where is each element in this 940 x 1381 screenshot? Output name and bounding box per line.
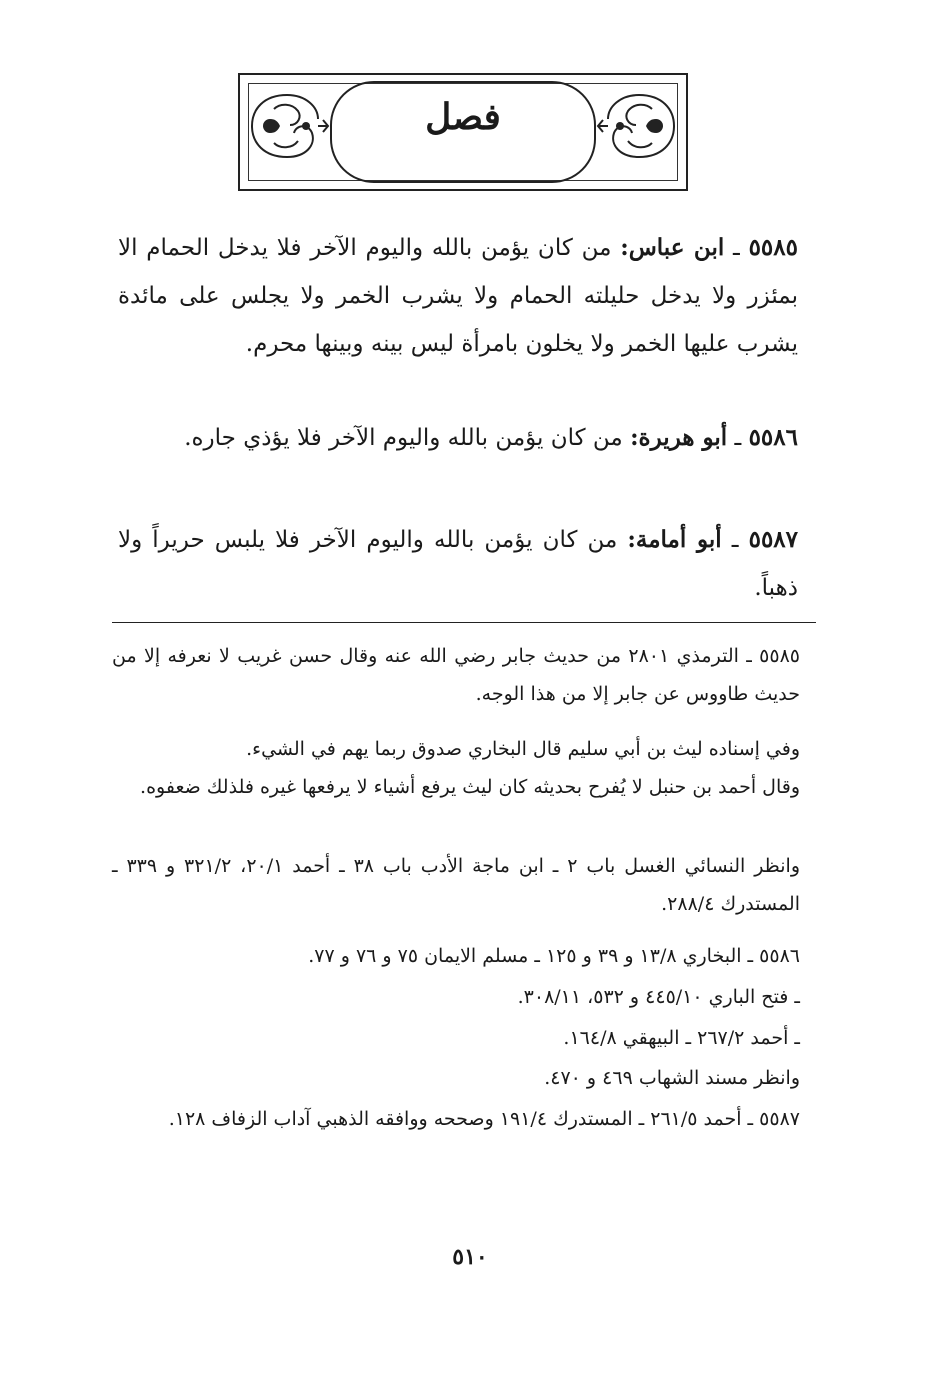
hadith-entry (118, 224, 798, 368)
chapter-title: فصل (425, 96, 501, 138)
hadith-narrator: أبو هريرة: (630, 424, 728, 451)
footnote-separator (112, 622, 816, 623)
footnote: ـ فتح الباري ٤٤٥/١٠ و ٥٣٢، ٣٠٨/١١. (517, 986, 800, 1008)
footnote: ٥٥٨٧ ـ أحمد ٢٦١/٥ ـ المستدرك ١٩١/٤ وصححه ووافقه الذهبي آداب الزفاف ١٢٨. (168, 1108, 800, 1130)
footnote: وقال أحمد بن حنبل لا يُفرح بحديثه كان ليث يرفع أشياء لا يرفعها غيره فلذلك ضعفوه. (140, 776, 800, 798)
hadith-number: ٥٥٨٥ (748, 234, 798, 261)
dash-separator: ـ (727, 425, 742, 451)
footnote: وانظر مسند الشهاب ٤٦٩ و ٤٧٠. (544, 1067, 800, 1089)
dash-separator: ـ (721, 527, 739, 553)
chapter-header-frame (238, 73, 688, 191)
page-number: ٥١٠ (452, 1244, 488, 1270)
hadith-number: ٥٥٨٧ (748, 526, 799, 553)
footnote: ٥٥٨٦ ـ البخاري ١٣/٨ و ٣٩ و ١٢٥ ـ مسلم الايمان ٧٥ و ٧٦ و ٧٧. (308, 945, 800, 967)
hadith-text: من كان يؤمن بالله واليوم الآخر فلا يدخل الحمام الا بمئزر ولا يدخل حليلته الحمام ولا يشرب الخمر ولا يجلس على مائدة يشرب عليها الخمر ولا يخلون بامرأة ليس بينه وبينها محرم. (118, 235, 798, 357)
footnote: وفي إسناده ليث بن أبي سليم قال البخاري صدوق ربما يهم في الشيء. (246, 738, 800, 760)
footnote: ٥٥٨٥ ـ الترمذي ٢٨٠١ من حديث جابر رضي الله عنه وقال حسن غريب لا نعرفه إلا من حديث طاووس عن جابر إلا من هذا الوجه. (112, 645, 800, 705)
hadith-number: ٥٥٨٦ (748, 424, 798, 451)
footnote: وانظر النسائي الغسل باب ٢ ـ ابن ماجة الأدب باب ٣٨ ـ أحمد ٢٠/١، ٣٢١/٢ و ٣٣٩ ـ المستدرك ٢٨٨/٤. (112, 855, 801, 915)
hadith-text: من كان يؤمن بالله واليوم الآخر فلا يؤذي جاره. (184, 425, 623, 451)
hadith-entry (118, 414, 798, 462)
dash-separator: ـ (724, 235, 740, 261)
hadith-text: من كان يؤمن بالله واليوم الآخر فلا يلبس حريراً ولا ذهباً. (118, 527, 798, 601)
hadith-entry (118, 516, 798, 612)
hadith-narrator: ابن عباس: (620, 234, 725, 261)
hadith-narrator: أبو أمامة: (627, 526, 722, 553)
footnote: ـ أحمد ٢٦٧/٢ ـ البيهقي ١٦٤/٨. (563, 1027, 800, 1049)
